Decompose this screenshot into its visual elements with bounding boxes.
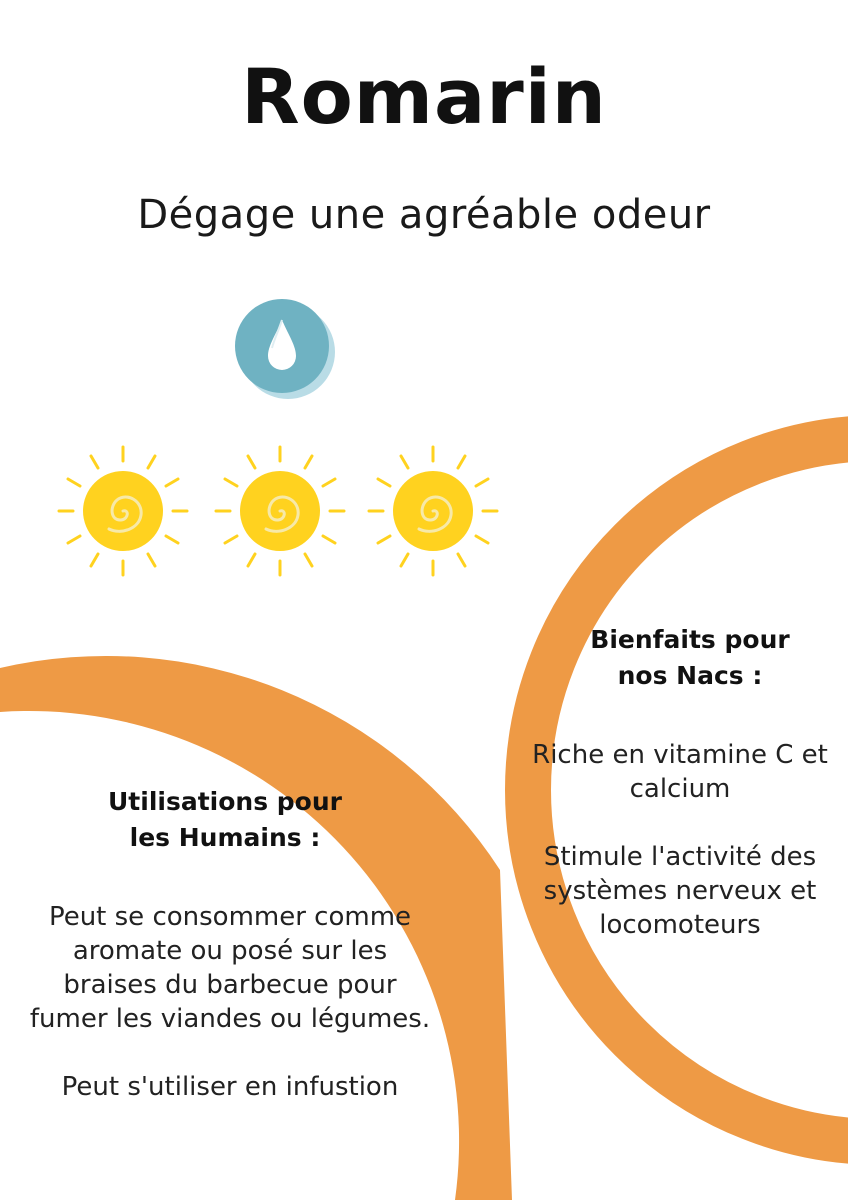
sun-icon	[369, 447, 497, 575]
page-subtitle: Dégage une agréable odeur	[137, 192, 711, 238]
benefits-heading	[560, 622, 820, 694]
benefits-paragraph	[520, 840, 840, 942]
uses-line: aromate ou posé sur les	[72, 936, 388, 966]
uses-heading-line: les Humains :	[129, 823, 321, 852]
uses-line: Peut se consommer comme	[48, 902, 412, 932]
page-title: Romarin	[241, 52, 607, 141]
water-drop-icon	[230, 298, 340, 408]
benefits-line: Stimule l'activité des	[543, 842, 817, 872]
benefits-heading-line: nos Nacs :	[617, 661, 763, 690]
uses-paragraph	[10, 900, 450, 1036]
benefits-line: Riche en vitamine C et	[532, 740, 828, 770]
sun-icon	[216, 447, 344, 575]
benefits-paragraph	[520, 738, 840, 806]
uses-heading-line: Utilisations pour	[108, 787, 342, 816]
benefits-line: calcium	[629, 774, 731, 804]
uses-line: Peut s'utiliser en infustion	[61, 1072, 399, 1102]
uses-heading	[75, 784, 375, 856]
uses-line: fumer les viandes ou légumes.	[29, 1004, 431, 1034]
sun-icons-row	[55, 435, 515, 585]
uses-paragraph	[10, 1070, 450, 1104]
benefits-line: locomoteurs	[599, 910, 761, 940]
uses-line: braises du barbecue pour	[63, 970, 397, 1000]
benefits-line: systèmes nerveux et	[543, 876, 817, 906]
sun-icon	[59, 447, 187, 575]
benefits-heading-line: Bienfaits pour	[590, 625, 790, 654]
